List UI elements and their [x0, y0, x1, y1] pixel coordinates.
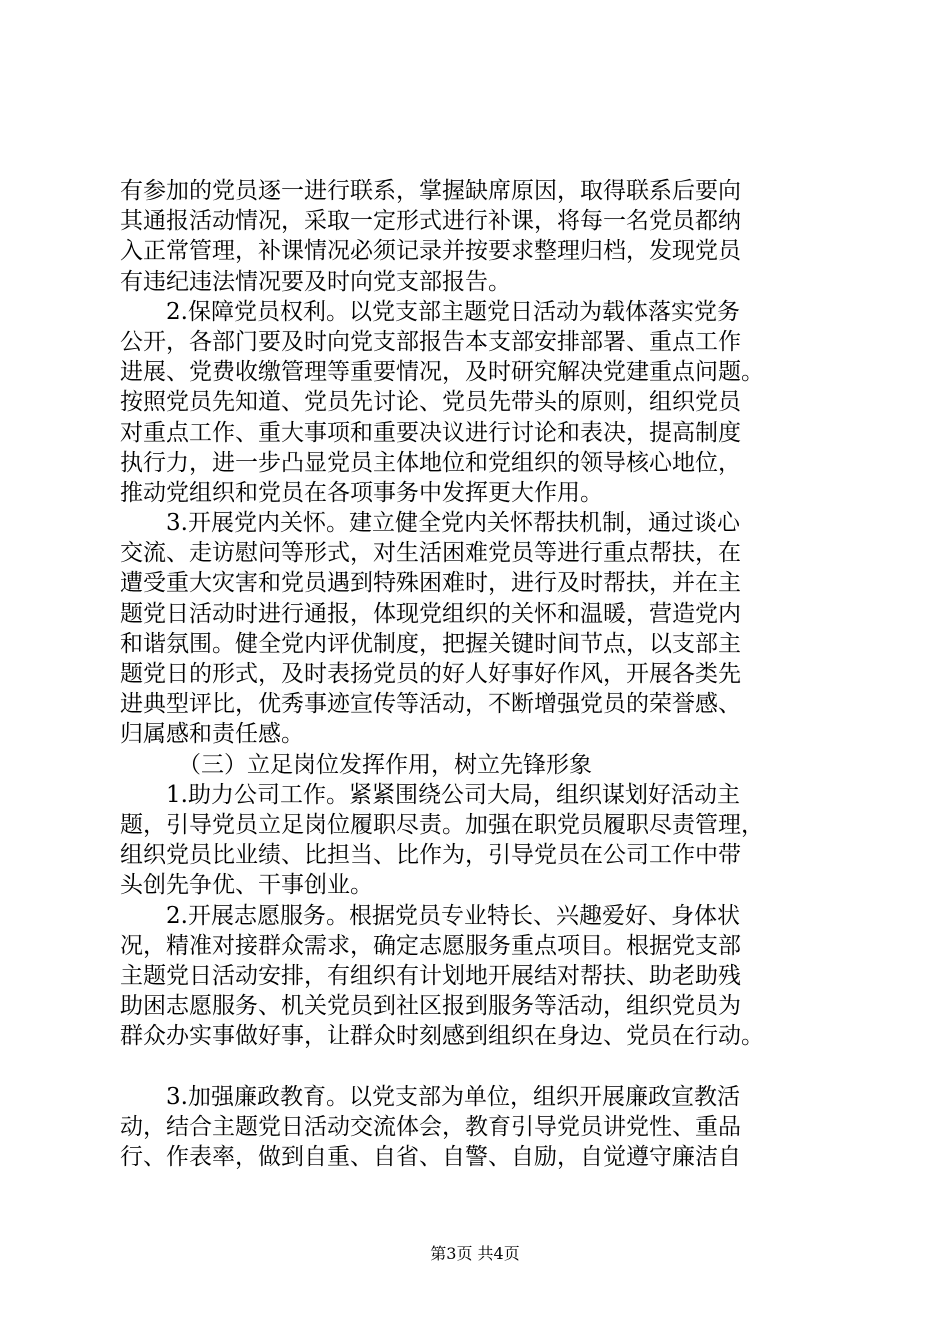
- text-line: 头创先争优、干事创业。: [120, 872, 373, 899]
- text-line: 遭受重大灾害和党员遇到特殊困难时，进行及时帮扶，并在主: [120, 570, 741, 597]
- text-line: 有违纪违法情况要及时向党支部报告。: [120, 268, 511, 295]
- text-line: 题党日活动时进行通报，体现党组织的关怀和温暖，营造党内: [120, 600, 741, 627]
- text-line: 按照党员先知道、党员先讨论、党员先带头的原则，组织党员: [120, 389, 741, 416]
- text-line: 交流、走访慰问等形式，对生活困难党员等进行重点帮扶，在: [120, 540, 741, 567]
- text-line: 归属感和责任感。: [120, 721, 304, 748]
- section-heading: （三）立足岗位发挥作用，树立先锋形象: [178, 751, 592, 778]
- text-line: 推动党组织和党员在各项事务中发挥更大作用。: [120, 479, 603, 506]
- text-line: 2.开展志愿服务。根据党员专业特长、兴趣爱好、身体状: [166, 902, 740, 929]
- text-line: 主题党日活动安排，有组织有计划地开展结对帮扶、助老助残: [120, 962, 741, 989]
- text-line: 助困志愿服务、机关党员到社区报到服务等活动，组织党员为: [120, 993, 741, 1020]
- text-line: 3.开展党内关怀。建立健全党内关怀帮扶机制，通过谈心: [166, 510, 740, 537]
- text-line: 进展、党费收缴管理等重要情况，及时研究解决党建重点问题。: [120, 359, 764, 386]
- text-line: 行、作表率，做到自重、自省、自警、自励，自觉遵守廉洁自: [120, 1144, 741, 1170]
- text-line: 3.加强廉政教育。以党支部为单位，组织开展廉政宣教活: [166, 1083, 740, 1110]
- document-body: [120, 176, 840, 1172]
- text-line: 1.助力公司工作。紧紧围绕公司大局，组织谋划好活动主: [166, 781, 740, 808]
- page-footer: 第3页 共4页: [430, 1244, 520, 1263]
- text-line: 有参加的党员逐一进行联系，掌握缺席原因，取得联系后要向: [120, 178, 741, 204]
- text-line: 其通报活动情况，采取一定形式进行补课，将每一名党员都纳: [120, 208, 741, 235]
- text-line: 动，结合主题党日活动交流体会，教育引导党员讲党性、重品: [120, 1113, 741, 1140]
- text-line: 和谐氛围。健全党内评优制度，把握关键时间节点，以支部主: [120, 630, 741, 657]
- blank-line: [120, 1051, 840, 1081]
- text-line: 公开，各部门要及时向党支部报告本支部安排部署、重点工作: [120, 328, 741, 355]
- text-line: 题，引导党员立足岗位履职尽责。加强在职党员履职尽责管理，: [120, 811, 764, 838]
- text-line: 组织党员比业绩、比担当、比作为，引导党员在公司工作中带: [120, 842, 741, 869]
- text-line: 题党日的形式，及时表扬党员的好人好事好作风，开展各类先: [120, 661, 741, 687]
- text-line: 入正常管理，补课情况必须记录并按要求整理归档，发现党员: [120, 238, 741, 265]
- text-line: 2.保障党员权利。以党支部主题党日活动为载体落实党务: [166, 298, 740, 325]
- text-line: 群众办实事做好事，让群众时刻感到组织在身边、党员在行动。: [120, 1023, 764, 1050]
- text-line: 进典型评比，优秀事迹宣传等活动，不断增强党员的荣誉感、: [120, 691, 741, 718]
- text-line: 况，精准对接群众需求，确定志愿服务重点项目。根据党支部: [120, 932, 741, 959]
- text-line: 执行力，进一步凸显党员主体地位和党组织的领导核心地位，: [120, 449, 741, 476]
- text-line: 对重点工作、重大事项和重要决议进行讨论和表决，提高制度: [120, 419, 741, 446]
